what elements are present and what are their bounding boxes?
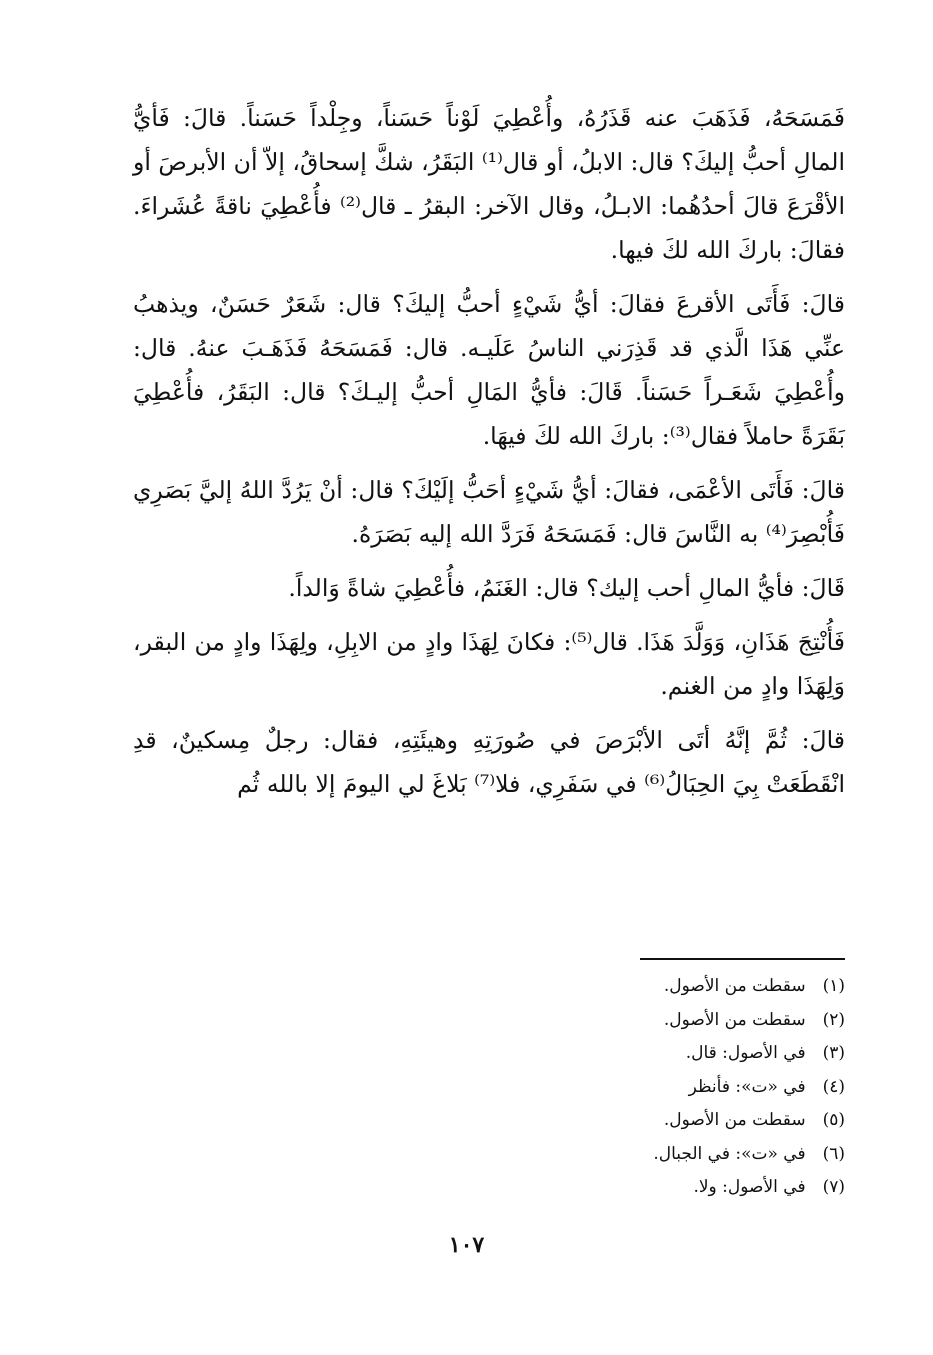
footnote-text: سقطت من الأصول. [663, 976, 806, 996]
footnote-text: في «ت»: في الجبال. [653, 1143, 806, 1164]
footnote-text: في الأصول: ولا. [693, 1177, 806, 1197]
main-text [133, 96, 845, 816]
footnotes [440, 970, 845, 1205]
footnote-text: في «ت»: فأنظر [688, 1076, 806, 1097]
footnote-1 [440, 970, 845, 1004]
footnote-text: في الأصول: قال. [685, 1043, 806, 1063]
footnote-3 [440, 1037, 845, 1071]
paragraph-1: فَمَسَحَهُ، فَذَهَبَ عنه قَذَرُهُ، وأُعْطِيَ لَوْناً حَسَناً، وجِلْداً حَسَناً. قالَ: فَأيُّ المالِ أحبُّ إليكَ؟ قال: الابلُ، أو قال⁽¹⁾ البَقَرُ، شكَّ إسحاقُ، إلاّ أن الأبرصَ أو الأقْرَعَ قالَ أحدُهُما: الابـلُ، وقال الآخر: البقرُ ـ قال⁽²⁾ فأُعْطِيَ ناقةً عُشَراءَ. فقالَ: باركَ الله لكَ فيها. [133, 104, 845, 264]
footnote-2 [440, 1004, 845, 1038]
paragraph-4: قَالَ: فأيُّ المالِ أحب إليك؟ قال: الغَنَمُ، فأُعْطِيَ شاةً وَالداً. [288, 574, 845, 602]
footnote-7 [440, 1171, 845, 1205]
page-number: ١٠٧ [448, 1232, 485, 1258]
footnote-6 [440, 1138, 845, 1172]
footnote-number: (١) [822, 976, 845, 996]
footnote-number: (٧) [822, 1177, 845, 1197]
footnote-number: (٥) [822, 1110, 845, 1130]
footnote-5 [440, 1104, 845, 1138]
paragraph-5: فَأُنْتِجَ هَذَانِ، وَوَلَّدَ هَذَا. قال⁽⁵⁾: فكانَ لِهَذَا وادٍ من الابِلِ، ولِهَذَا وادٍ من البقر، وَلِهَذَا وادٍ من الغنم. [133, 628, 845, 700]
paragraph-6: قالَ: ثُمَّ إنَّهُ أتَى الأبْرَصَ في صُورَتِهِ وهيئَتِهِ، فقال: رجلٌ مِسكينٌ، قدِ انْقَطَعَتْ بِيَ الحِبَالُ⁽⁶⁾ في سَفَرِي، فلا⁽⁷⁾ بَلاغَ لي اليومَ إلا بالله ثُم [133, 726, 845, 798]
footnote-divider [640, 958, 845, 960]
paragraph-3: قالَ: فَأَتَى الأعْمَى، فقالَ: أيُّ شَيْءٍ أحَبُّ إلَيْكَ؟ قال: أنْ يَرُدَّ اللهُ إليَّ بَصَرِي فَأُبْصِرَ⁽⁴⁾ به النَّاسَ قال: فَمَسَحَهُ فَرَدَّ الله إليه بَصَرَهُ. [133, 476, 845, 548]
footnote-number: (٦) [822, 1143, 845, 1164]
footnote-text: سقطت من الأصول. [663, 1009, 806, 1030]
paragraph-2: قالَ: فَأَتَى الأقرعَ فقالَ: أيُّ شَيْءٍ أحبُّ إليكَ؟ قال: شَعَرٌ حَسَنٌ، ويذهبُ عنِّي هَذَا الَّذي قد قَذِرَني الناسُ عَلَيـه. قال: فَمَسَحَهُ فَذَهَـبَ عنهُ. قال: وأُعْطِيَ شَعَـراً حَسَناً. قَالَ: فأيُّ المَالِ أحبُّ إليـكَ؟ قال: البَقَرُ، فأُعْطِيَ بَقَرَةً حاملاً فقال⁽³⁾: باركَ الله لكَ فيهَا. [133, 290, 845, 450]
footnote-number: (٣) [822, 1043, 845, 1063]
footnote-number: (٢) [822, 1009, 845, 1030]
footnote-text: سقطت من الأصول. [663, 1110, 806, 1130]
footnote-number: (٤) [822, 1076, 845, 1097]
footnote-4 [440, 1071, 845, 1105]
